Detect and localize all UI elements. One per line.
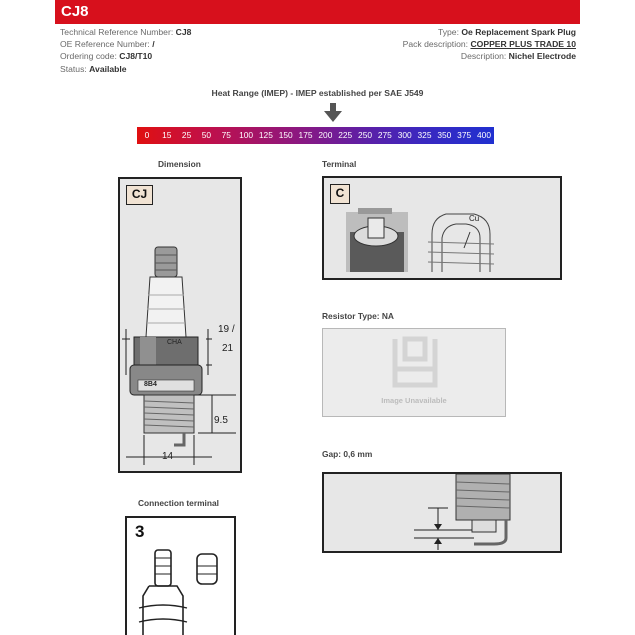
- heat-range-value-325: 325: [417, 130, 432, 140]
- heat-range-value-350: 350: [437, 130, 452, 140]
- page-header: [55, 0, 580, 24]
- reach-label: 9.5: [214, 415, 228, 426]
- status-value: Available: [89, 63, 127, 74]
- resistor-label: Resistor Type: NA: [322, 311, 394, 321]
- heat-range-value-50: 50: [201, 130, 212, 140]
- connection-label: Connection terminal: [138, 498, 219, 508]
- dimension-diagram: [118, 177, 242, 473]
- resistor-image-placeholder: [322, 328, 506, 417]
- heat-range-value-75: 75: [221, 130, 231, 140]
- gap-drawing: [324, 474, 560, 551]
- pack-link[interactable]: COPPER PLUS TRADE 10: [470, 39, 576, 50]
- heat-range-value-275: 275: [377, 130, 392, 140]
- hex-label-top: 19 /: [218, 324, 235, 335]
- heat-range-value-375: 375: [457, 130, 472, 140]
- heat-range-title: Heat Range (IMEP) - IMEP established per SAE J549: [211, 88, 424, 98]
- pack-label: Pack description:: [402, 39, 469, 50]
- ordering-value: CJ8/T10: [119, 51, 153, 62]
- status-label: Status:: [60, 63, 87, 74]
- heat-range-value-0: 0: [144, 130, 150, 140]
- oe-ref-label: OE Reference Number:: [60, 39, 150, 50]
- oe-ref-value: /: [152, 39, 155, 50]
- tech-ref-value: CJ8: [175, 27, 192, 37]
- brand-text: CHA: [167, 339, 182, 346]
- heat-range-value-125: 125: [258, 130, 273, 140]
- dimension-label: Dimension: [158, 159, 201, 169]
- heat-range-scale: [137, 127, 494, 144]
- heat-range-value-225: 225: [338, 130, 353, 140]
- thread-label: 14: [162, 451, 174, 462]
- page-title: CJ8: [61, 3, 89, 20]
- heat-range-value-150: 150: [278, 130, 293, 140]
- type-value: Oe Replacement Spark Plug: [461, 27, 576, 37]
- info-right: [403, 26, 576, 63]
- hex-label-bottom: 21: [222, 343, 234, 354]
- connection-terminal-diagram: [125, 516, 236, 635]
- dimension-code-tag: CJ: [126, 185, 153, 205]
- heat-range-arrow-icon: [324, 103, 342, 123]
- desc-label: Description:: [460, 51, 507, 62]
- tech-ref-label: Technical Reference Number:: [60, 27, 174, 37]
- model-text: 8B4: [144, 381, 157, 388]
- heat-range-value-100: 100: [239, 130, 254, 140]
- terminal-label: Terminal: [322, 159, 357, 169]
- heat-range-value-250: 250: [358, 130, 373, 140]
- info-left: [60, 26, 191, 75]
- heat-range-value-200: 200: [318, 130, 333, 140]
- ordering-label: Ordering code:: [60, 51, 117, 62]
- gap-label: Gap: 0,6 mm: [322, 449, 373, 459]
- terminal-code-tag: C: [330, 184, 350, 204]
- cu-label: Cu: [469, 214, 480, 223]
- image-unavailable-text: Image Unavailable: [381, 396, 447, 405]
- heat-range-value-300: 300: [397, 130, 412, 140]
- connection-code-tag: 3: [135, 522, 145, 541]
- heat-range-value-15: 15: [162, 130, 172, 140]
- terminal-drawing: [324, 178, 560, 278]
- heat-range-value-25: 25: [181, 130, 192, 140]
- heat-range-value-175: 175: [298, 130, 313, 140]
- type-label: Type:: [437, 27, 459, 37]
- connection-drawing: [127, 518, 234, 635]
- desc-value: Nichel Electrode: [508, 51, 576, 62]
- heat-range-value-400: 400: [477, 130, 491, 140]
- gap-diagram: [322, 472, 562, 553]
- terminal-diagram: [322, 176, 562, 280]
